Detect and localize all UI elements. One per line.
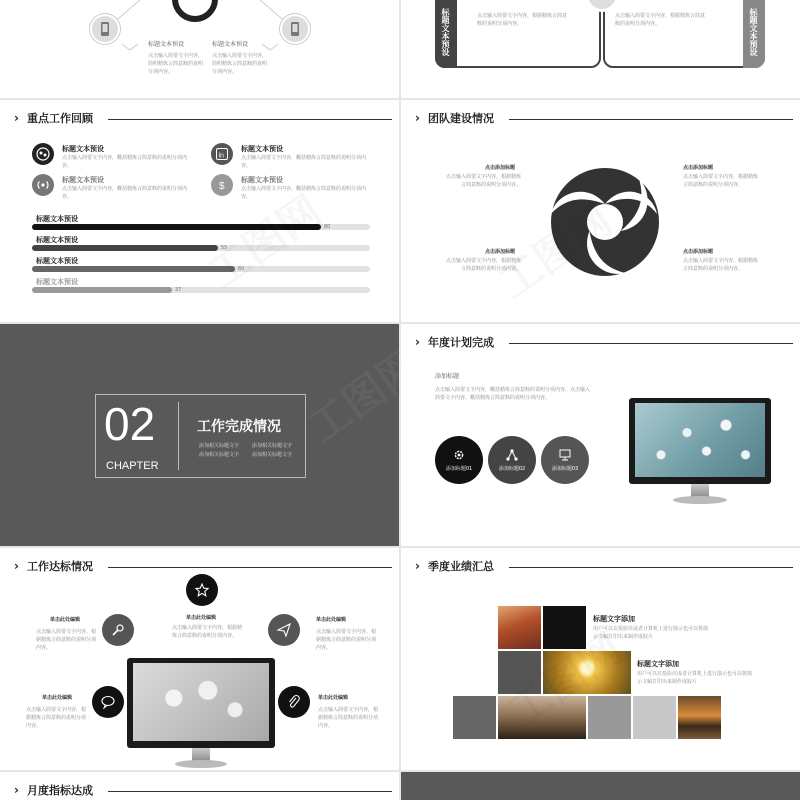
- slide-title: › 月度指标达成: [14, 782, 93, 798]
- network-icon: [36, 147, 50, 161]
- flower-photo: [635, 403, 765, 477]
- tile-light-gray: [633, 696, 676, 739]
- monitor-base: [175, 760, 227, 768]
- broadcast-icon: [36, 178, 50, 192]
- target-desc: 点击输入简要文字内容，根据精炼言简意赅的说明分项内容。: [318, 707, 379, 729]
- target-icon-send: [268, 614, 300, 646]
- annual-desc: 点击输入简要文字内容，概括精炼言简意赅的说明分项内容。点击输入简要文字内容，概括精炼言简意赅的说明分项内容。: [435, 387, 591, 401]
- review-icon-4: [211, 174, 233, 196]
- phone-icon: [289, 22, 301, 36]
- target-icon-star: [186, 574, 218, 606]
- slide-quarter: [401, 548, 800, 770]
- star-icon: [195, 583, 209, 597]
- annual-circle-3: [541, 436, 589, 484]
- svg-text:in: in: [218, 152, 224, 160]
- photo-rocks: [498, 606, 541, 649]
- photo-branches: [498, 696, 586, 739]
- slide-targets: [0, 548, 399, 770]
- bar-fill: [32, 287, 172, 293]
- title-rule: [509, 343, 793, 344]
- annual-circle-2: [488, 436, 536, 484]
- slide-monthly: [0, 772, 399, 800]
- review-item-title: 标题文本预设: [62, 145, 104, 153]
- monitor-base: [673, 496, 727, 504]
- slide-top-right: [401, 0, 800, 98]
- annual-circle-label: 添加标题01: [445, 465, 473, 472]
- chapter-bullet: 添加相关标题文字: [252, 443, 293, 449]
- slide-title: › 工作达标情况: [14, 558, 93, 574]
- slide-title: › 年度计划完成: [415, 334, 494, 350]
- slide-team: [401, 100, 800, 322]
- chapter-divider: [178, 402, 179, 470]
- monitor: [629, 398, 771, 484]
- photo-tree-sun: [543, 651, 631, 694]
- team-heading: 点击添加标题: [485, 249, 516, 255]
- target-icon-chat: [92, 686, 124, 718]
- wrench-icon: [111, 623, 125, 637]
- slide-title: › 重点工作回顾: [14, 110, 93, 126]
- slide-bottom-right: [401, 772, 800, 800]
- team-heading: 点击添加标题: [485, 165, 516, 171]
- gear-icon: [453, 449, 465, 461]
- target-desc: 点击输入简要文字内容，根据精炼言简意赅的说明分项内容。: [172, 625, 243, 639]
- slide-review: [0, 100, 399, 322]
- top-right-desc-right: 点击输入简要文字内容，根据精炼言简意赅的说明分项内容。: [615, 13, 706, 27]
- target-desc: 点击输入简要文字内容，根据精炼言简意赅的说明分项内容。: [26, 707, 87, 729]
- bar-fill: [32, 266, 235, 272]
- target-heading: 单击此处编辑: [50, 617, 81, 623]
- target-heading: 单击此处编辑: [316, 617, 347, 623]
- title-rule: [509, 119, 793, 120]
- review-icon-2: [211, 143, 233, 165]
- chat-icon: [101, 695, 115, 709]
- photo-lake: [678, 696, 721, 739]
- target-heading: 单击此处编辑: [42, 695, 73, 701]
- review-item-title: 标题文本预设: [62, 176, 104, 184]
- target-desc: 点击输入简要文字内容，根据精炼言简意赅的说明分项内容。: [316, 629, 377, 651]
- bar-fill: [32, 224, 321, 230]
- team-desc: 点击输入简要文字内容，根据精炼言简意赅的说明分项内容。: [683, 258, 759, 272]
- title-rule: [108, 567, 392, 568]
- slide-top-left: [0, 0, 399, 98]
- flower-photo-gray: [133, 663, 269, 741]
- team-desc: 点击输入简要文字内容，根据精炼言简意赅的说明分项内容。: [683, 174, 759, 188]
- annual-sub: 添加标题: [435, 373, 460, 380]
- chapter-bullet: 添加相关标题文字: [199, 443, 240, 449]
- bar-track: [32, 224, 370, 230]
- bar-label: 标题文本预设: [36, 278, 78, 286]
- tile-gray-left: [453, 696, 496, 739]
- presentation-icon: [559, 449, 571, 461]
- phone-icon: [99, 22, 111, 36]
- tab-left-label: 标题文本预设: [441, 8, 450, 56]
- chapter-bullet: 添加相关标题文字: [199, 452, 240, 458]
- bar-value: 60: [238, 266, 245, 272]
- quarter-heading: 标题文字添加: [637, 660, 679, 668]
- paperclip-icon: [287, 695, 301, 709]
- label-right: 标题文本预设: [212, 41, 249, 48]
- target-heading: 单击此处编辑: [186, 615, 217, 621]
- bar-label: 标题文本预设: [36, 215, 78, 223]
- team-heading: 点击添加标题: [683, 249, 714, 255]
- team-heading: 点击添加标题: [683, 165, 714, 171]
- tab-frame-right: [603, 0, 765, 68]
- title-rule: [108, 791, 392, 792]
- top-right-desc-left: 点击输入简要文字内容，根据精炼言简意赅的说明分项内容。: [477, 13, 568, 27]
- chapter-number: 02: [104, 398, 156, 450]
- review-item-title: 标题文本预设: [241, 176, 283, 184]
- chapter-label: CHAPTER: [106, 460, 159, 472]
- quarter-desc: 用户可以在投影仪或者计算机上进行演示也可以将演示文稿打印出来制作成胶片: [637, 671, 753, 685]
- bar-value: 80: [324, 224, 331, 230]
- slide-title: › 团队建设情况: [415, 110, 494, 126]
- chapter-bullet: 添加相关标题文字: [252, 452, 293, 458]
- svg-text:$: $: [219, 181, 225, 192]
- review-item-desc: 点击输入简要文字内容，概括精炼言简意赅的说明分项内容。: [62, 155, 188, 169]
- quarter-heading: 标题文字添加: [593, 615, 635, 623]
- title-rule: [509, 567, 793, 568]
- linkedin-icon: [216, 148, 228, 160]
- bar-label: 标题文本预设: [36, 236, 78, 244]
- review-icon-3: [32, 174, 54, 196]
- review-item-desc: 点击输入简要文字内容，概括精炼言简意赅的说明分项内容。: [241, 155, 367, 169]
- share-icon: [506, 449, 518, 461]
- annual-circle-1: [435, 436, 483, 484]
- watermark: 工图网: [298, 339, 431, 453]
- desc-left: 点击输入简要文字内容，简明精炼言简意赅的说明分项内容。: [148, 53, 204, 75]
- tile-black: [543, 606, 586, 649]
- bar-track: [32, 266, 370, 272]
- tile-dark-gray: [498, 651, 541, 694]
- team-desc: 点击输入简要文字内容，根据精炼言简意赅的说明分项内容。: [445, 258, 521, 272]
- tile-mid-gray: [588, 696, 631, 739]
- review-item-desc: 点击输入简要文字内容，概括精炼言简意赅的说明分项内容。: [62, 186, 188, 200]
- slide-title: › 季度业绩汇总: [415, 558, 494, 574]
- desc-right: 点击输入简要文字内容，简明精炼言简意赅的说明分项内容。: [212, 53, 268, 75]
- dollar-icon: [216, 179, 228, 191]
- quarter-desc: 用户可以在投影仪或者计算机上进行演示也可以将演示文稿打印出来制作成胶片: [593, 626, 709, 640]
- phone-circle-right: [280, 14, 310, 44]
- swirl-graphic: [549, 166, 661, 278]
- annual-circle-label: 添加标题03: [551, 465, 579, 472]
- review-item-desc: 点击输入简要文字内容，概括精炼言简意赅的说明分项内容。: [241, 186, 367, 200]
- slide-annual: [401, 324, 800, 546]
- target-heading: 单击此处编辑: [318, 695, 349, 701]
- tab-frame-left: [435, 0, 601, 68]
- review-item-title: 标题文本预设: [241, 145, 283, 153]
- bar-track: [32, 245, 370, 251]
- bar-value: 55: [221, 245, 228, 251]
- slide-chapter: [0, 324, 431, 546]
- bar-track: [32, 287, 370, 293]
- target-desc: 点击输入简要文字内容，根据精炼言简意赅的说明分项内容。: [36, 629, 97, 651]
- send-icon: [277, 623, 291, 637]
- bar-fill: [32, 245, 218, 251]
- chapter-title: 工作完成情况: [197, 419, 281, 435]
- bar-value: 37: [175, 287, 182, 293]
- bar-label: 标题文本预设: [36, 257, 78, 265]
- target-icon-wrench: [102, 614, 134, 646]
- phone-circle-left: [90, 14, 120, 44]
- team-desc: 点击输入简要文字内容，根据精炼言简意赅的说明分项内容。: [445, 174, 521, 188]
- label-left: 标题文本预设: [148, 41, 185, 48]
- target-icon-paperclip: [278, 686, 310, 718]
- monitor: [127, 658, 275, 748]
- title-rule: [108, 119, 392, 120]
- annual-circle-label: 添加标题02: [498, 465, 526, 472]
- review-icon-1: [32, 143, 54, 165]
- tab-right-label: 标题文本预设: [749, 8, 758, 56]
